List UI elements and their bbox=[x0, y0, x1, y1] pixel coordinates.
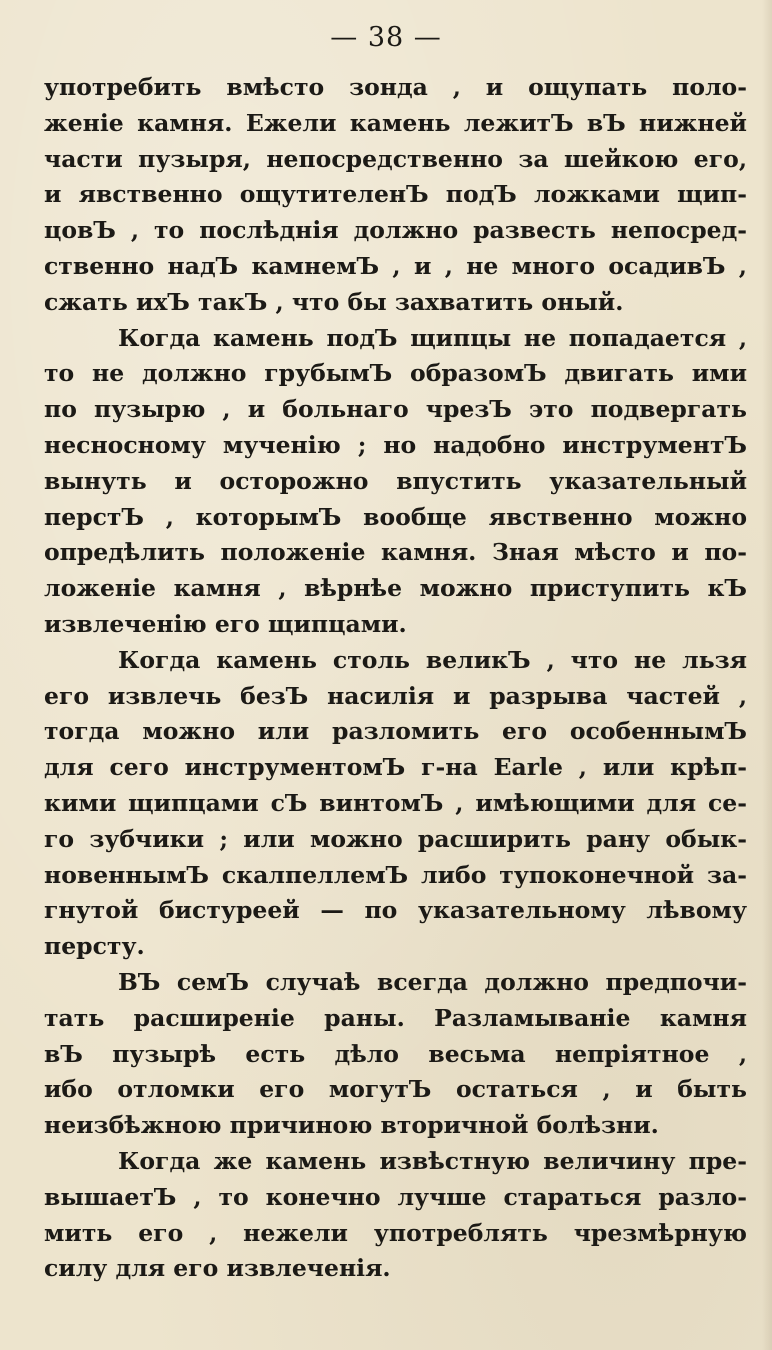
text-line: тать расширеніе раны. Разламываніе камня bbox=[44, 1003, 747, 1032]
text-line: Когда камень подЪ щипцы не попадается , bbox=[118, 323, 747, 352]
text-line: и явственно ощутителенЪ подЪ ложками щип- bbox=[44, 180, 747, 209]
text-line: персту. bbox=[44, 932, 145, 961]
text-line: вынуть и осторожно впустить указательный bbox=[44, 466, 747, 495]
text-line: ственно надЪ камнемЪ , и , не много осадивЪ , bbox=[44, 251, 747, 280]
text-line: женіе камня. Ежели камень лежитЪ вЪ нижней bbox=[44, 108, 747, 137]
paragraph bbox=[44, 70, 747, 321]
text-line: ложеніе камня , вѣрнѣе можно приступить кЪ bbox=[44, 574, 747, 603]
text-line: части пузыря, непосредственно за шейкою его, bbox=[44, 144, 747, 173]
text-line: опредѣлить положеніе камня. Зная мѣсто и по- bbox=[44, 538, 747, 567]
text-line: Когда же камень извѣстную величину пре- bbox=[118, 1146, 747, 1175]
body-text bbox=[44, 70, 747, 1287]
paragraph bbox=[44, 321, 747, 643]
text-line: тогда можно или разломить его особеннымЪ bbox=[44, 717, 747, 746]
text-line: ибо отломки его могутЪ остаться , и быть bbox=[44, 1075, 747, 1104]
page-number: — 38 — bbox=[330, 22, 442, 53]
text-line: ВЪ семЪ случаѣ всегда должно предпочи- bbox=[118, 967, 747, 996]
paragraph bbox=[44, 965, 747, 1144]
text-line: то не должно грубымЪ образомЪ двигать ими bbox=[44, 359, 747, 388]
text-line: вЪ пузырѣ есть дѣло весьма непріятное , bbox=[44, 1039, 747, 1068]
text-line: для сего инструментомЪ г-на Earle , или крѣп- bbox=[44, 753, 747, 782]
text-line: извлеченію его щипцами. bbox=[44, 609, 407, 638]
text-line: го зубчики ; или можно расширить рану обык- bbox=[44, 824, 747, 853]
text-line: мить его , нежели употреблять чрезмѣрную bbox=[44, 1218, 747, 1247]
text-line: его извлечь безЪ насилія и разрыва частей , bbox=[44, 681, 747, 710]
text-line: по пузырю , и больнаго чрезЪ это подвергать bbox=[44, 395, 747, 424]
text-line: вышаетЪ , то конечно лучше стараться разло- bbox=[44, 1182, 747, 1211]
text-line: кими щипцами сЪ винтомЪ , имѣющими для се- bbox=[44, 788, 747, 817]
page-edge-shadow bbox=[762, 0, 772, 1350]
text-line: употребить вмѣсто зонда , и ощупать поло- bbox=[44, 73, 747, 101]
text-line: неизбѣжною причиною вторичной болѣзни. bbox=[44, 1111, 659, 1140]
text-line: Когда камень столь великЪ , что не льзя bbox=[118, 645, 747, 674]
text-line: гнутой бистуреей — по указательному лѣвому bbox=[44, 896, 747, 925]
text-line: сжать ихЪ такЪ , что бы захватить оный. bbox=[44, 287, 624, 316]
text-line: перстЪ , которымЪ вообще явственно можно bbox=[44, 502, 747, 531]
paragraph bbox=[44, 643, 747, 965]
text-line: силу для его извлеченія. bbox=[44, 1254, 391, 1283]
text-line: новеннымЪ скалпеллемЪ либо тупоконечной за- bbox=[44, 860, 747, 889]
paragraph bbox=[44, 1144, 747, 1287]
text-line: цовЪ , то послѣднія должно развесть непосред- bbox=[44, 216, 747, 245]
text-line: несносному мученію ; но надобно инструментЪ bbox=[44, 430, 747, 459]
